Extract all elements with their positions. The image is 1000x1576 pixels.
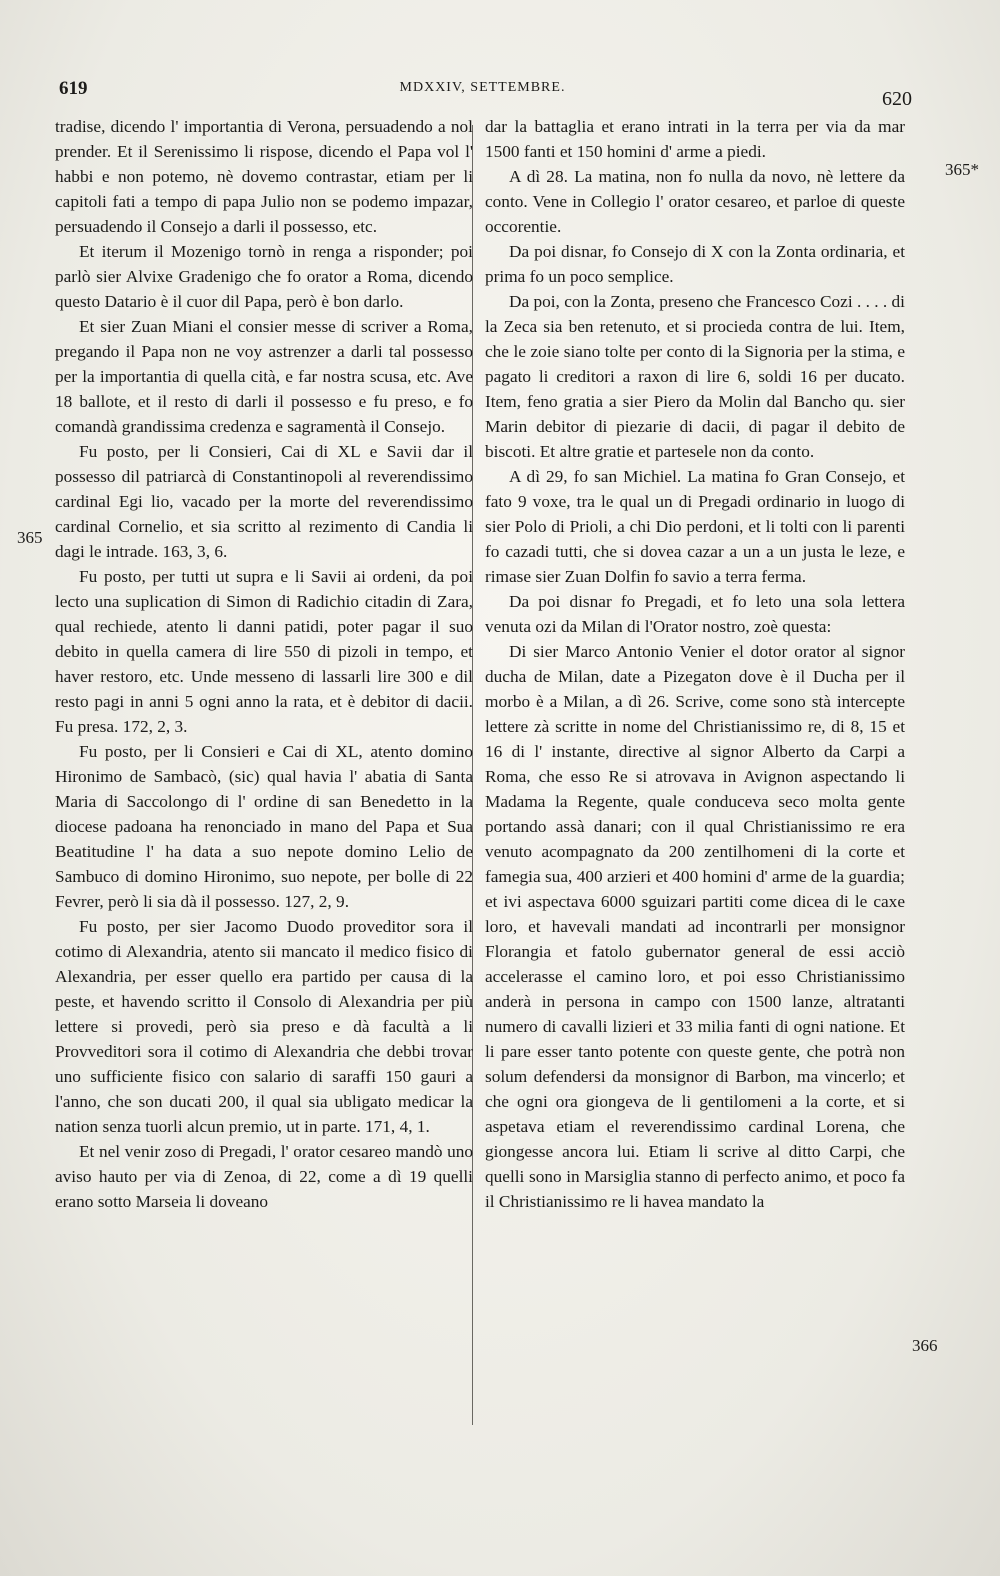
margin-note-365-left: 365 — [17, 528, 43, 547]
paragraph: Et sier Zuan Miani el consier messe di scriver a Roma, pregando il Papa non ne voy astrenzer a darli tal possesso per la importantia di quella cità, e far nostra scusa, etc. Ave 18 ballote, et il resto di darli il possesso e fu preso, e fo comandà grandissima credenza e sagramentà il Consejo. — [55, 317, 473, 436]
paragraph: tradise, dicendo l' importantia di Verona, persuadendo a nol prender. Et il Serenissimo li rispose, dicendo el Papa vol l' habbi e non potemo, nè dovemo contrastar, etiam per li capitoli fati a tempo di papa Julio non se podemo impazar, persuadendo il Consejo a darli il possesso, etc. — [55, 117, 473, 236]
paragraph: Di sier Marco Antonio Venier el dotor orator al signor ducha de Milan, date a Pizegaton dove è il Ducha per il morbo è a Milan, a dì 26. Scrive, come sono stà intercepte lettere zà scritte in nome del Christianissimo re, di 8, 15 et 16 di l' instante, directive al signor Alberto da Carpi a Roma, che esso Re si atrovava in Avignon aspectando li Madama la Regente, quale conduceva seco molta gente portando assà danari; con il qual Christianissimo re era venuto acompagnato da 200 zentilhomeni di la corte et famegia sua, 400 arzieri et 400 homini d' arme de la guardia; et ivi aspectava 6000 sguizari partiti come dicea di le caxe loro, et havevali mandati ad incontrarli per monsignor Florangia et fatolo gubernator general de essi acciò accelerasse el camino loro, et poi esso Christianissimo anderà in persona in campo con 1500 lanze, altratanti numero di cavalli lizieri et 33 milia fanti di ogni natione. Et li pare esser tanto potente con queste gente, che potrà non solum defendersi da monsignor di Barbon, ma vincerlo; et che ogni ora giongeva de li gentilomeni a la corte, et si aspetava etiam el reverendissimo cardinal Lorena, che giongesse ancora lui. Etiam li scrive al ditto Carpi, che quelli sono in Marsiglia stanno di perfecto animo, et poco fa il Christianissimo re li havea mandato la — [485, 642, 905, 1211]
paragraph: Da poi disnar, fo Consejo di X con la Zonta ordinaria, et prima fo un poco semplice. — [485, 242, 905, 286]
paragraph: dar la battaglia et erano intrati in la terra per via da mar 1500 fanti et 150 homini d' arme a piedi. — [485, 117, 905, 161]
paragraph: Fu posto, per li Consieri, Cai di XL e Savii dar il possesso dil patriarcà di Constantinopoli al reverendissimo cardinal Egi lio, vacado per la morte del reverendissimo cardinal Cornelio, et sia scritto al rezimento di Candia li dagi le intrade. 163, 3, 6. — [55, 442, 473, 561]
paragraph: Et nel venir zoso di Pregadi, l' orator cesareo mandò uno aviso hauto per via di Zenoa, di 22, come a dì 19 quelli erano sotto Marseia li doveano — [55, 1142, 473, 1211]
paragraph: Fu posto, per tutti ut supra e li Savii ai ordeni, da poi lecto una suplication di Simon di Radichio citadin di Zara, qual rechiede, atento li danni patidi, poter pagar il suo debito in quella camera di lire 550 di pizoli in tempo, et haver restoro, etc. Unde messeno di lassarli lire 300 e dil resto pagi in anni 5 ogni anno la rata, et è debitor di dacii. Fu presa. 172, 2, 3. — [55, 567, 473, 736]
paragraph: Et iterum il Mozenigo tornò in renga a risponder; poi parlò sier Alvixe Gradenigo che fo orator a Roma, dicendo questo Datario è il cuor dil Papa, però è bon darlo. — [55, 242, 473, 311]
left-column — [55, 114, 473, 1214]
page-number-right: 620 — [882, 88, 912, 110]
margin-note-366: 366 — [912, 1336, 938, 1355]
page-header — [55, 70, 910, 110]
page-number-left: 619 — [59, 78, 88, 99]
paragraph: Fu posto, per li Consieri e Cai di XL, atento domino Hironimo de Sambacò, (sic) qual havia l' abatia di Santa Maria di Saccolongo di l' ordine di san Benedetto in la diocese padoana ha renonciado in mano del Papa et Sua Beatitudine l' ha data a suo nepote domino Lelio de Sambuco di domino Hironimo, suo nepote, per bolle di 22 Fevrer, però li sia dà il possesso. 127, 2, 9. — [55, 742, 473, 911]
paragraph: Da poi disnar fo Pregadi, et fo leto una sola lettera venuta ozi da Milan di l'Orator nostro, zoè questa: — [485, 592, 905, 636]
margin-note-365-right: 365* — [945, 160, 979, 179]
paragraph: Da poi, con la Zonta, preseno che Francesco Cozi . . . . di la Zeca sia ben retenuto, et si procieda contra de lui. Item, che le zoie siano tolte per conto di la Signoria per la stima, e pagato li creditori a raxon di lire 6, soldi 16 per ducato. Item, feno gratia a sier Piero da Molin dal Bancho qu. sier Marin debitor di piezarie di dacii, di pagar il debito de biscoti. Et altre gratie et partesele non da conto. — [485, 292, 905, 461]
paragraph: A dì 29, fo san Michiel. La matina fo Gran Consejo, et fato 9 voxe, tra le qual un di Pregadi ordinario in luogo di sier Polo di Prioli, a chi Dio perdoni, et li tolti con li parenti fo cazadi tutti, che si dovea cazar a un a un justa le leze, e rimase sier Zuan Dolfin fo savio a terra ferma. — [485, 467, 905, 586]
paragraph: Fu posto, per sier Jacomo Duodo proveditor sora il cotimo di Alexandria, atento sii mancato il medico fisico di Alexandria, per esser quello era partido per causa di la peste, et havendo scritto il Consolo di Alexandria per più lettere si provedi, però sia preso e dà facultà a li Provveditori sora il cotimo di Alexandria che debbi trovar uno sufficiente fisico con salario di saraffi 150 gauri a l'anno, che son ducati 200, il qual sia ubligato medicar la nation senza tuorli alcun premio, ut in parte. 171, 4, 1. — [55, 917, 473, 1136]
running-title: MDXXIV, SETTEMBRE. — [399, 80, 566, 95]
right-column — [485, 114, 905, 1214]
paragraph: A dì 28. La matina, non fo nulla da novo, nè lettere da conto. Vene in Collegio l' orator cesareo, et parloe di queste occorentie. — [485, 167, 905, 236]
